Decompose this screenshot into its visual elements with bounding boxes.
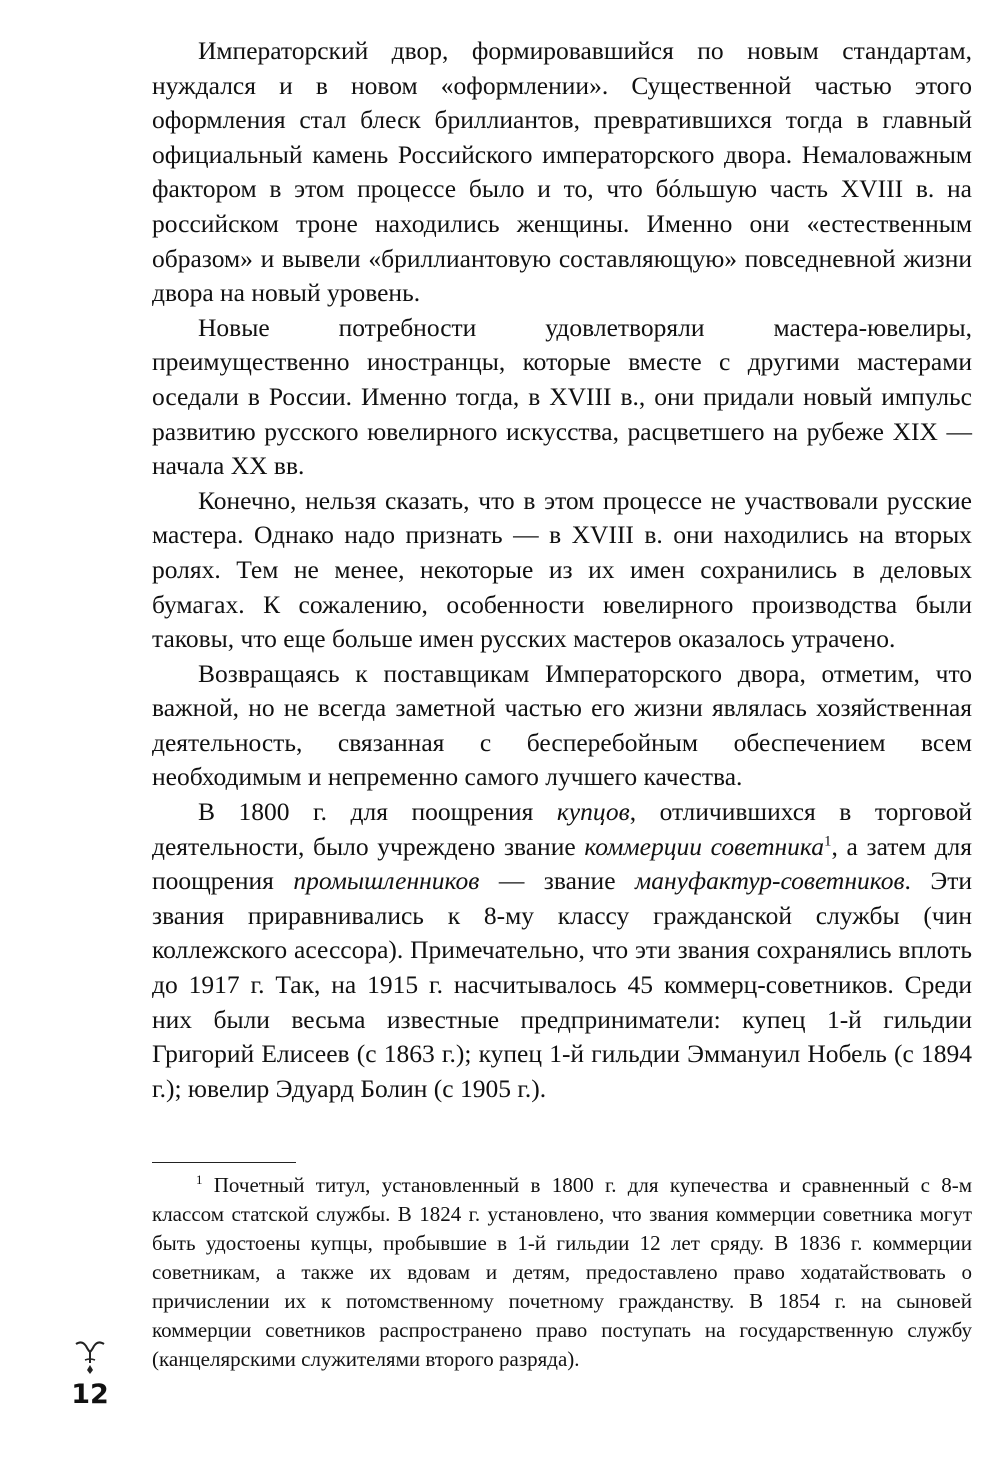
italic-term: коммерции советника [584,831,824,861]
text-run: , а затем для поощрения [152,831,972,896]
paragraph [152,34,972,311]
text-run: Конечно, нельзя сказать, что в этом процессе не участвовали русские мастера. Однако надо признать — в XVIII в. они находились на вторых ролях. Тем не менее, некоторые из их имен сохранились в деловых бумагах. К сожалению, особенности ювелирного производства были таковы, что еще больше имен русских мастеров оказалось утрачено. [152,485,972,654]
paragraph [152,657,972,795]
paragraph [152,795,972,1106]
text-run: . Эти звания приравнивались к 8-му классу гражданской службы (чин коллежского асессора). Примечательно, что эти звания сохранялись вплоть до 1917 г. Так, на 1915 г. насчитывалось 45 коммерц-советников. Среди них были весьма известные предприниматели: купец 1-й гильдии Григорий Елисеев (с 1863 г.); купец 1-й гильдии Эммануил Нобель (с 1894 г.); ювелир Эдуард Болин (с 1905 г.). [152,866,973,1103]
page-number: 12 [71,1379,109,1410]
italic-term: промышленников [293,866,480,896]
footnote-reference: 1 [823,833,832,850]
text-run: Возвращаясь к поставщикам Императорского двора, отметим, что важной, но не всегда заметной частью его жизни являлась хозяйственная деятельность, связанная с бесперебойным обеспечением всем необходимым и непременно самого лучшего качества. [152,658,972,792]
footnote-text: Почетный титул, установленный в 1800 г. для купечества и сравненный с 8-м классом статской службы. В 1824 г. установлено, что звания коммерции советника могут быть удостоены купцы, пробывшие в 1-й гильдии 12 лет сряду. В 1836 г. коммерции советникам, а также их вдовам и детям, предоставлено право ходатайствовать о причислении их к потомственному почетному гражданству. В 1854 г. на сыновей коммерции советников распространено право поступать на государственную службу (канцелярскими служителями второго разряда). [152,1173,972,1371]
italic-term: купцов [556,797,630,827]
text-run: , отличившихся в торговой деятельности, было учреждено звание [152,797,972,861]
main-text [152,34,972,1106]
footnote [152,1171,972,1374]
fleuron-icon [72,1336,108,1376]
paragraph [152,484,972,657]
text-run: Новые потребности удовлетворяли мастера-ювелиры, преимущественно иностранцы, которые вместе с другими мастерами оседали в России. Именно тогда, в XVIII в., они придали новый импульс развитию русского ювелирного искусства, расцветшего на рубеже XIX — начала XX вв. [152,312,972,481]
footnote-separator [152,1162,296,1163]
footnote-marker: 1 [196,1172,203,1187]
paragraph [152,311,972,484]
text-run: — звание [479,866,635,896]
italic-term: мануфактур-советников [635,866,905,896]
text-run: В 1800 г. для поощрения [198,797,557,827]
text-run: Императорский двор, формировавшийся по новым стандартам, нуждался и в новом «оформлении». Существенной частью этого оформления стал блеск бриллиантов, превратившихся тогда в главный официальный камень Российского императорского двора. Немаловажным фактором в этом процессе было и то, что бóльшую часть XVIII в. на российском троне находились женщины. Именно они «естественным образом» и вывели «бриллиантовую составляющую» повседневной жизни двора на новый уровень. [152,36,972,308]
